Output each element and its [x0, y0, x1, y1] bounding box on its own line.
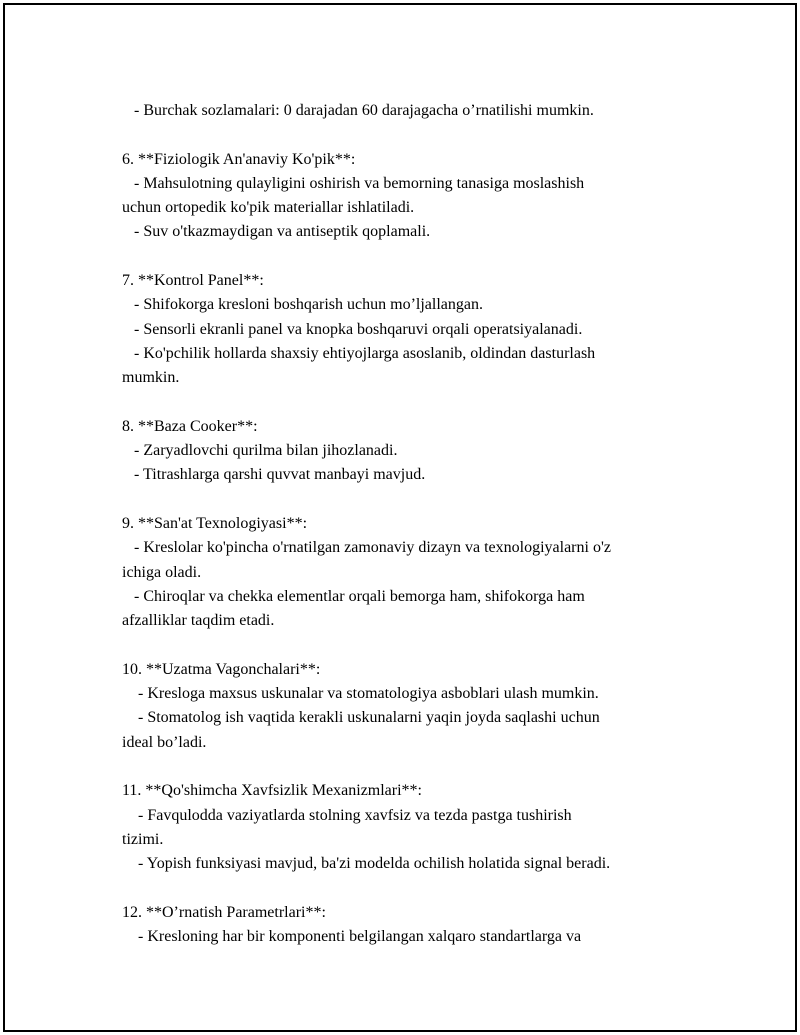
text-line: 12. **O’rnatish Parametrlari**:	[122, 903, 326, 921]
text-line: - Kresloning har bir komponenti belgilangan xalqaro standartlarga va	[122, 928, 582, 946]
text-line: mumkin.	[122, 369, 180, 387]
text-line: 8. **Baza Cooker**:	[122, 417, 258, 435]
text-line: - Yopish funksiyasi mavjud, ba'zi modelda ochilish holatida signal beradi.	[122, 855, 611, 873]
text-line: - Burchak sozlamalari: 0 darajadan 60 darajagacha o’rnatilishi mumkin.	[122, 102, 594, 119]
blank-line	[122, 755, 702, 779]
text-line: - Titrashlarga qarshi quvvat manbayi mavjud.	[122, 466, 426, 484]
text-line: tizimi.	[122, 830, 164, 848]
text-line: 11. **Qo'shimcha Xavfsizlik Mexanizmlari**:	[122, 782, 422, 800]
text-line: - Chiroqlar va chekka elementlar orqali bemorga ham, shifokorga ham	[122, 587, 585, 605]
page-frame	[3, 3, 797, 1032]
text-line: ideal bo’ladi.	[122, 733, 207, 751]
text-line: - Kresloga maxsus uskunalar va stomatologiya asboblari ulash mumkin.	[122, 685, 599, 703]
text-line: 7. **Kontrol Panel**:	[122, 272, 264, 290]
text-line: - Shifokorga kresloni boshqarish uchun mo’ljallangan.	[122, 296, 483, 314]
blank-line	[122, 391, 702, 415]
text-line: afzalliklar taqdim etadi.	[122, 612, 275, 630]
text-line: 10. **Uzatma Vagonchalari**:	[122, 660, 321, 678]
blank-line	[122, 634, 702, 658]
text-line: uchun ortopedik ko'pik materiallar ishlatiladi.	[122, 199, 415, 217]
text-line: - Stomatolog ish vaqtida kerakli uskunalarni yaqin joyda saqlashi uchun	[122, 709, 600, 727]
blank-line	[122, 245, 702, 269]
text-line: - Mahsulotning qulayligini oshirish va bemorning tanasiga moslashish	[122, 174, 585, 192]
text-line: - Sensorli ekranli panel va knopka boshqaruvi orqali operatsiyalanadi.	[122, 320, 583, 338]
text-line: - Zaryadlovchi qurilma bilan jihozlanadi.	[122, 442, 398, 460]
blank-line	[122, 488, 702, 512]
text-line: - Suv o'tkazmaydigan va antiseptik qoplamali.	[122, 223, 431, 241]
text-line: - Ko'pchilik hollarda shaxsiy ehtiyojlarga asoslanib, oldindan dasturlash	[122, 344, 596, 362]
text-line: 6. **Fiziologik An'anaviy Ko'pik**:	[122, 150, 356, 168]
blank-line	[122, 123, 702, 147]
blank-line	[122, 877, 702, 901]
text-line: - Kreslolar ko'pincha o'rnatilgan zamonaviy dizayn va texnologiyalarni o'z	[122, 539, 611, 557]
text-line: 9. **San'at Texnologiyasi**:	[122, 515, 308, 533]
document-body	[122, 99, 702, 949]
text-line: - Favqulodda vaziyatlarda stolning xavfsiz va tezda pastga tushirish	[122, 806, 572, 824]
text-line: ichiga oladi.	[122, 563, 202, 581]
